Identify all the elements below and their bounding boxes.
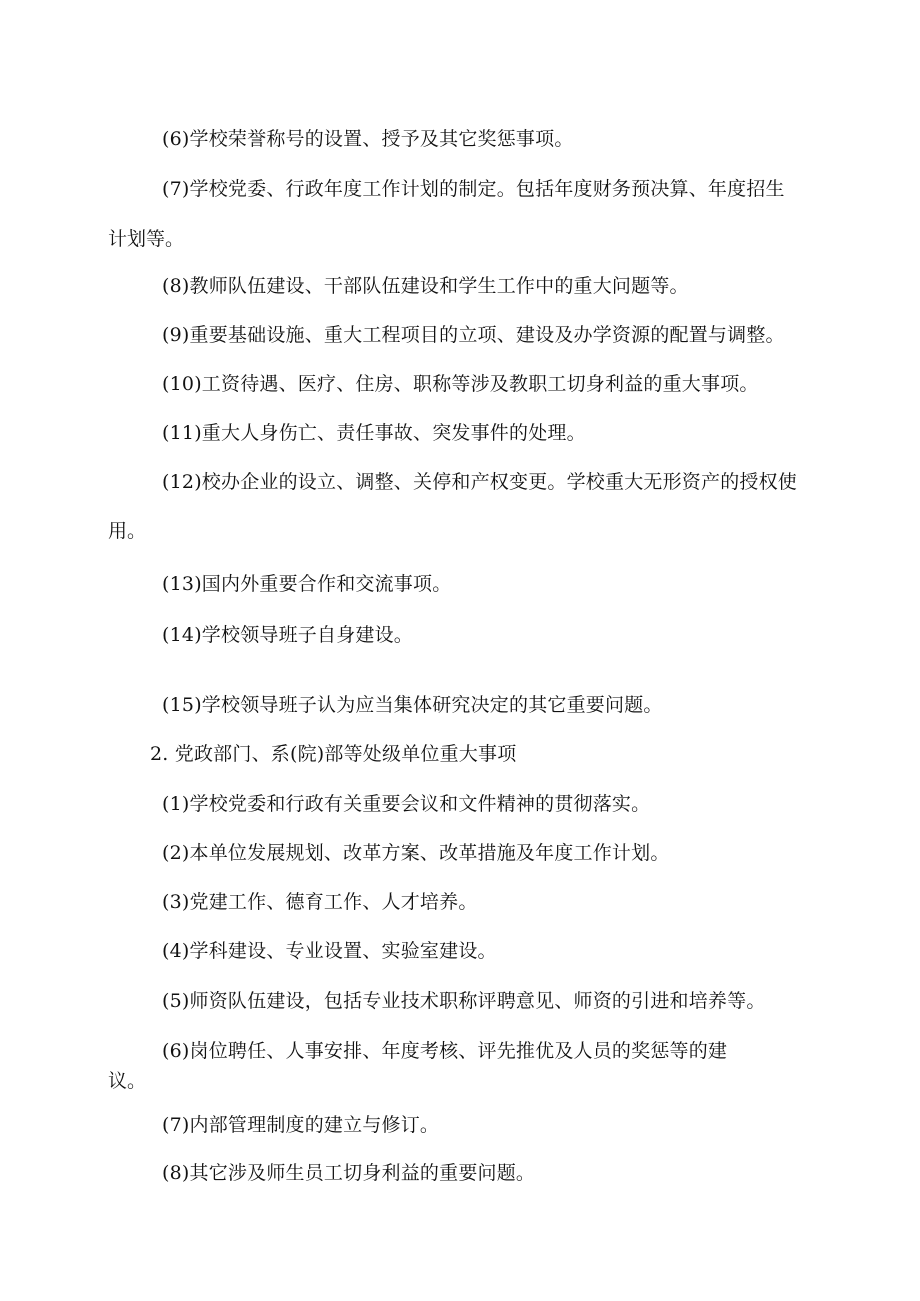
sub-item-8: (8)其它涉及师生员工切身利益的重要问题。 — [162, 1162, 536, 1184]
item-13: (13)国内外重要合作和交流事项。 — [162, 573, 452, 595]
item-7-line1: (7)学校党委、行政年度工作计划的制定。包括年度财务预决算、年度招生 — [162, 178, 785, 200]
item-7-line2: 计划等。 — [108, 228, 185, 250]
item-12-line2: 用。 — [108, 520, 147, 542]
sub-item-4: (4)学科建设、专业设置、实验室建设。 — [162, 940, 497, 962]
sub-item-6-line2: 议。 — [108, 1070, 147, 1092]
item-10: (10)工资待遇、医疗、住房、职称等涉及教职工切身利益的重大事项。 — [162, 373, 759, 395]
item-11: (11)重大人身伤亡、责任事故、突发事件的处理。 — [162, 422, 586, 444]
item-6: (6)学校荣誉称号的设置、授予及其它奖惩事项。 — [162, 128, 574, 150]
item-14: (14)学校领导班子自身建设。 — [162, 624, 414, 646]
sub-item-7: (7)内部管理制度的建立与修订。 — [162, 1114, 440, 1136]
sub-item-6-line1: (6)岗位聘任、人事安排、年度考核、评先推优及人员的奖惩等的建 — [162, 1040, 728, 1062]
sub-item-1: (1)学校党委和行政有关重要会议和文件精神的贯彻落实。 — [162, 793, 651, 815]
sub-item-2: (2)本单位发展规划、改革方案、改革措施及年度工作计划。 — [162, 842, 670, 864]
section-2-heading: 2. 党政部门、系(院)部等处级单位重大事项 — [150, 743, 517, 765]
sub-item-3: (3)党建工作、德育工作、人才培养。 — [162, 891, 478, 913]
item-12-line1: (12)校办企业的设立、调整、关停和产权变更。学校重大无形资产的授权使 — [162, 471, 798, 493]
item-9: (9)重要基础设施、重大工程项目的立项、建设及办学资源的配置与调整。 — [162, 324, 785, 346]
item-8: (8)教师队伍建设、干部队伍建设和学生工作中的重大问题等。 — [162, 275, 689, 297]
sub-item-5: (5)师资队伍建设，包括专业技术职称评聘意见、师资的引进和培养等。 — [162, 990, 766, 1012]
item-15: (15)学校领导班子认为应当集体研究决定的其它重要问题。 — [162, 694, 663, 716]
